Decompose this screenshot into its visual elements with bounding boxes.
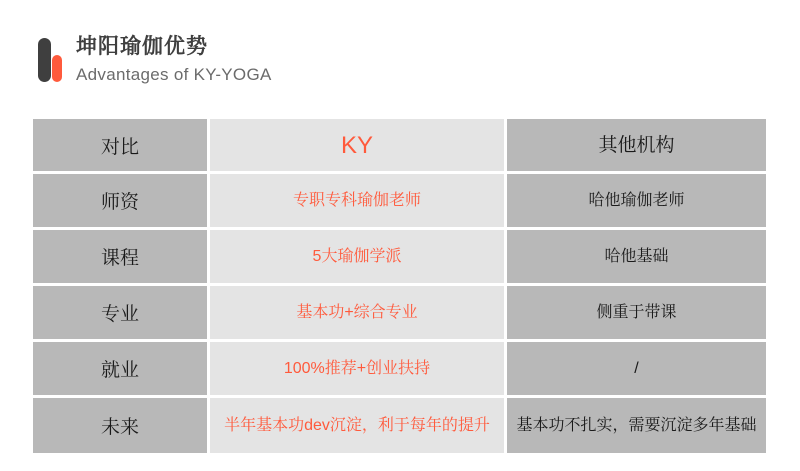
row-label: 师资 xyxy=(33,174,207,227)
row-other-value: 哈他瑜伽老师 xyxy=(507,174,766,227)
row-label: 课程 xyxy=(33,230,207,283)
row-label: 专业 xyxy=(33,286,207,339)
bullet-accent-shape xyxy=(52,55,62,82)
row-ky-value: 半年基本功dev沉淀，利于每年的提升 xyxy=(210,398,504,453)
table-row xyxy=(33,174,766,227)
bullet-dark-shape xyxy=(38,38,51,82)
table-header-compare: 对比 xyxy=(33,119,207,171)
page-title: 坤阳瑜伽优势 xyxy=(76,35,208,58)
row-ky-value: 基本功+综合专业 xyxy=(210,286,504,339)
table-row xyxy=(33,398,766,453)
table-row xyxy=(33,230,766,283)
row-ky-value: 100%推荐+创业扶持 xyxy=(210,342,504,395)
row-label: 未来 xyxy=(33,398,207,453)
table-row xyxy=(33,286,766,339)
row-ky-value: 专职专科瑜伽老师 xyxy=(210,174,504,227)
title-block xyxy=(76,33,272,87)
row-ky-value: 5大瑜伽学派 xyxy=(210,230,504,283)
page-subtitle: Advantages of KY-YOGA xyxy=(76,65,272,84)
slide-header xyxy=(38,33,272,87)
table-row xyxy=(33,342,766,395)
table-header-other: 其他机构 xyxy=(507,119,766,171)
row-other-value: / xyxy=(507,342,766,395)
row-other-value: 哈他基础 xyxy=(507,230,766,283)
table-header-ky: KY xyxy=(210,119,504,171)
row-label: 就业 xyxy=(33,342,207,395)
table-header-row xyxy=(33,119,766,171)
row-other-value: 基本功不扎实，需要沉淀多年基础 xyxy=(507,398,766,453)
comparison-table xyxy=(33,119,766,453)
row-other-value: 侧重于带课 xyxy=(507,286,766,339)
bullet-decoration-icon xyxy=(38,38,64,82)
